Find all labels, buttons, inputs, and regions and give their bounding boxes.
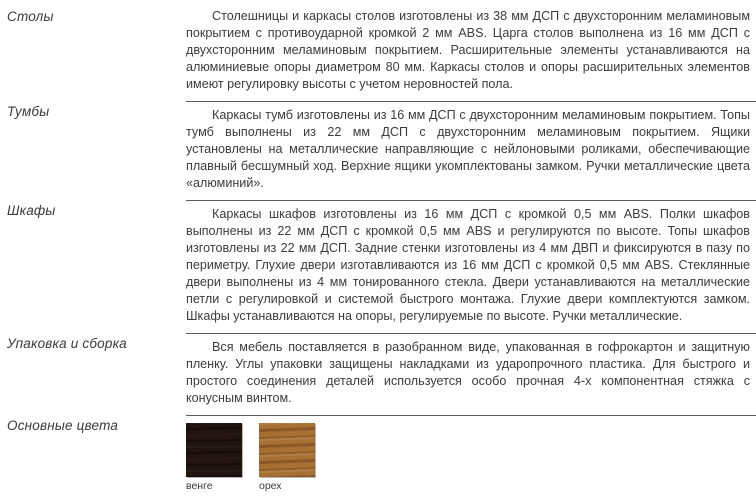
color-swatch-wenge (186, 423, 242, 477)
section-label-cabinets: Шкафы (7, 203, 56, 218)
section-label-packaging: Упаковка и сборка (7, 336, 127, 351)
section-pedestals (0, 101, 756, 200)
section-text-pedestals: Каркасы тумб изготовлены из 16 мм ДСП с двухсторонним меламиновым покрытием. Топы тумб выполнены из 22 мм ДСП с двухсторонним меламиновым покрытием. Ящики установлены на металлические направляющие с нейлоновыми роликами, обеспечивающие плавный бесшумный ход. Верхние ящики укомплектованы замком. Ручки металлические цвета «алюминий». (186, 108, 750, 190)
section-label-main-colors: Основные цвета (7, 418, 119, 433)
swatch-item-wenge (186, 423, 242, 492)
color-swatch-label-walnut: орех (259, 480, 282, 492)
color-swatch-label-wenge: венге (186, 480, 213, 492)
section-text-tables: Столешницы и каркасы столов изготовлены из 38 мм ДСП с двухсторонним меламиновым покрытием с противоударной кромкой 2 мм ABS. Царга столов выполнена из 16 мм ДСП с двухсторонним меламиновым покрытием. Расширительные элементы устанавливаются на алюминиевые опоры диаметром 80 мм. Каркасы столов и опоры расширительных элементов имеют регулировку высоты с учетом неровностей пола. (186, 9, 750, 91)
section-cabinets (0, 200, 756, 333)
swatch-item-walnut (259, 423, 315, 492)
color-swatch-walnut (259, 423, 315, 477)
section-label-pedestals: Тумбы (7, 104, 50, 119)
section-tables (0, 6, 756, 101)
section-packaging (0, 333, 756, 415)
section-label-tables: Столы (7, 9, 54, 24)
section-text-packaging: Вся мебель поставляется в разобранном виде, упакованная в гофрокартон и защитную пленку. Углы упаковки защищены накладками из ударопрочного пластика. Для быстрого и простого соединения деталей используется особо прочная 4-х компонентная стяжка с конусным винтом. (186, 340, 750, 405)
color-swatch-row (186, 421, 750, 492)
section-main-colors (0, 415, 756, 500)
section-text-cabinets: Каркасы шкафов изготовлены из 16 мм ДСП с кромкой 0,5 мм ABS. Полки шкафов выполнены из 22 мм ДСП с кромкой 0,5 мм ABS и регулируются по высоте. Топы шкафов изготовлены из 22 мм ДСП. Задние стенки изготовлены из 4 мм ДВП и фиксируются в пазу по периметру. Глухие двери изготавливаются из 16 мм ДСП с кромкой 0,5 мм ABS. Стеклянные двери выполнены из 4 мм тонированного стекла. Двери устанавливаются на металлические петли с регулировкой и системой быстрого монтажа. Глухие двери комплектуются замком. Шкафы устанавливаются на опоры, регулируемые по высоте. Ручки металлические. (186, 207, 750, 323)
